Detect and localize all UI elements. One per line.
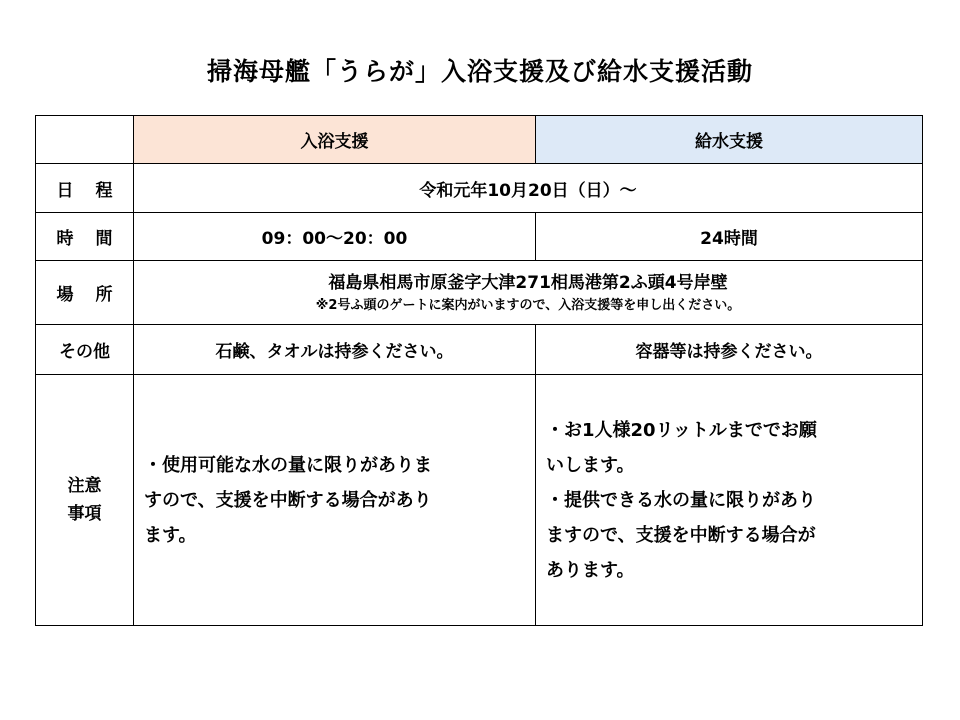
notes-water-line: ・お1人様20リットルまででお願 (546, 419, 817, 441)
place-row (36, 261, 923, 325)
notes-bath-line: ます。 (144, 524, 197, 546)
notes-water-text (536, 413, 922, 588)
header-water-support: 給水支援 (536, 116, 923, 164)
place-label (36, 261, 134, 325)
header-row (36, 116, 923, 164)
notes-water-cell (536, 375, 923, 626)
schedule-label-char-1: 日 (56, 180, 74, 201)
place-address: 福島県相馬市原釜字大津271相馬港第2ふ頭4号岸壁 (328, 272, 728, 293)
notes-label-line-2: 事項 (67, 504, 102, 524)
schedule-row (36, 164, 923, 213)
notes-water-line: ますので、支援を中断する場合が (546, 524, 816, 546)
time-bath-value: 09：00～20：00 (134, 213, 536, 261)
notes-bath-line: すので、支援を中断する場合があり (144, 489, 432, 511)
time-label (36, 213, 134, 261)
other-label: その他 (36, 325, 134, 375)
place-label-char-1: 場 (56, 285, 74, 305)
place-value-cell (134, 261, 923, 325)
notes-bath-line: ・使用可能な水の量に限りがありま (144, 454, 432, 476)
notes-water-line: いします。 (546, 454, 635, 476)
other-row (36, 325, 923, 375)
schedule-label (36, 164, 134, 213)
header-empty-cell (36, 116, 134, 164)
other-bath-value: 石鹸、タオルは持参ください。 (134, 325, 536, 375)
notes-water-line: あります。 (546, 559, 635, 581)
notes-row (36, 375, 923, 626)
time-water-value: 24時間 (536, 213, 923, 261)
schedule-value: 令和元年10月20日（日）～ (134, 164, 923, 213)
time-label-char-2: 間 (95, 229, 113, 249)
support-info-table (35, 115, 923, 626)
place-label-char-2: 所 (95, 285, 113, 305)
header-bath-support: 入浴支援 (134, 116, 536, 164)
time-row (36, 213, 923, 261)
page-title: 掃海母艦「うらが」入浴支援及び給水支援活動 (206, 57, 753, 86)
notes-label (36, 375, 134, 626)
notes-bath-cell (134, 375, 536, 626)
notes-water-line: ・提供できる水の量に限りがあり (546, 489, 816, 511)
schedule-label-char-2: 程 (95, 180, 113, 201)
time-label-char-1: 時 (56, 229, 74, 249)
other-water-value: 容器等は持参ください。 (536, 325, 923, 375)
place-note: ※2号ふ頭のゲートに案内がいますので、入浴支援等を申し出ください。 (315, 297, 741, 313)
notes-label-line-1: 注意 (67, 476, 102, 496)
notes-bath-text (134, 448, 535, 553)
